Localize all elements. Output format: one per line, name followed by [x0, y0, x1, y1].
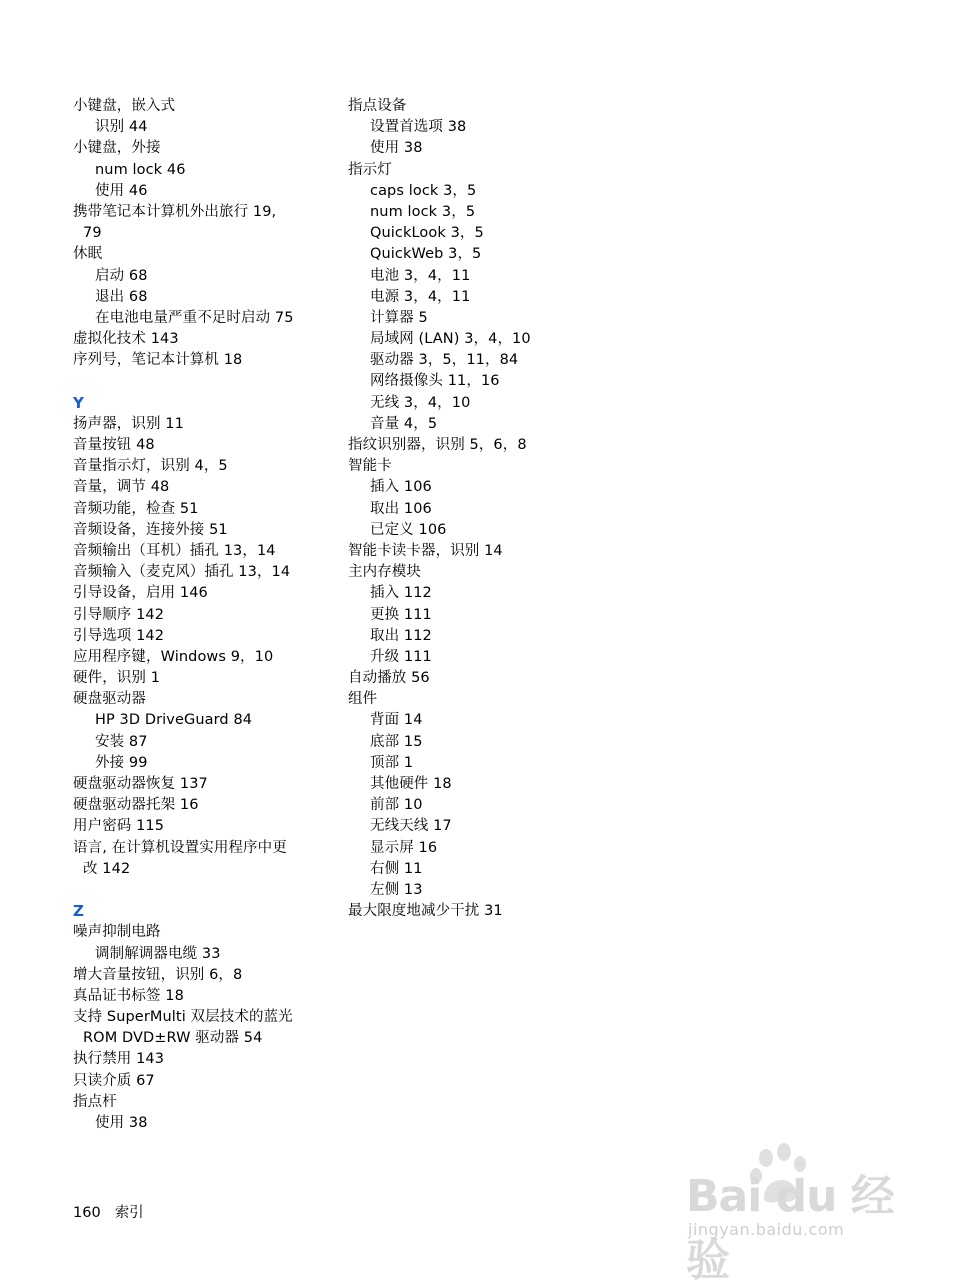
index-entry: 音频输入（麦克风）插孔 13，14	[73, 564, 291, 581]
index-entry: 应用程序键，Windows 9，10	[73, 648, 274, 665]
index-entry: 用户密码 115	[73, 818, 165, 835]
index-subentry: num lock 46	[95, 161, 186, 178]
index-entry: 增大音量按钮，识别 6，8	[73, 966, 243, 983]
index-entry: 小键盘，嵌入式	[73, 98, 176, 114]
index-subentry: 取出 106	[370, 500, 432, 517]
index-entry: 音量，调节 48	[73, 479, 170, 496]
index-subentry: 网络摄像头 11，16	[370, 373, 500, 390]
index-entry: 硬盘驱动器	[73, 691, 146, 708]
index-subentry: num lock 3，5	[370, 203, 476, 220]
index-subentry: 已定义 106	[370, 521, 447, 538]
index-subentry: 退出 68	[95, 288, 148, 305]
index-subentry: 电池 3，4，11	[370, 267, 471, 284]
index-entry: 噪声抑制电路	[73, 924, 161, 941]
index-entry: 音量按钮 48	[73, 437, 155, 453]
index-subentry: 使用 46	[95, 182, 148, 199]
letter-heading: Z	[73, 902, 84, 921]
index-subentry: QuickLook 3，5	[370, 225, 484, 242]
index-entry: 硬件，识别 1	[73, 670, 161, 687]
index-subentry: 更换 111	[370, 606, 432, 623]
section-name: 索引	[114, 1205, 144, 1221]
watermark-url: jingyan.baidu.com	[688, 1220, 845, 1239]
letter-heading: Y	[73, 393, 84, 412]
index-subentry: 设置首选项 38	[370, 119, 467, 136]
index-entry: 执行禁用 143	[73, 1051, 165, 1068]
index-entry: 支持 SuperMulti 双层技术的蓝光	[73, 1009, 293, 1026]
index-entry-continuation: ROM DVD±RW 驱动器 54	[83, 1030, 263, 1047]
index-subentry: 调制解调器电缆 33	[95, 945, 221, 962]
index-entry: 休眠	[73, 246, 103, 263]
index-subentry: 背面 14	[370, 712, 423, 729]
index-subentry: 在电池电量严重不足时启动 75	[95, 309, 294, 326]
index-entry: 智能卡读卡器，识别 14	[348, 542, 503, 559]
index-subentry: 安装 87	[95, 733, 148, 750]
index-entry: 引导顺序 142	[73, 606, 165, 623]
watermark-logo-text: Bai du 经验	[686, 1171, 894, 1286]
index-subentry: 顶部 1	[370, 754, 414, 771]
index-entry: 音频功能，检查 51	[73, 500, 199, 517]
index-subentry: 启动 68	[95, 267, 148, 284]
index-subentry: 插入 106	[370, 479, 432, 496]
index-entry: 音量指示灯，识别 4，5	[73, 458, 228, 475]
index-entry: 真品证书标签 18	[73, 987, 184, 1004]
index-subentry: 升级 111	[370, 648, 432, 665]
index-entry-continuation: 79	[83, 225, 102, 242]
index-subentry: QuickWeb 3，5	[370, 246, 482, 263]
index-entry: 引导选项 142	[73, 627, 165, 644]
index-entry: 序列号，笔记本计算机 18	[73, 352, 243, 369]
index-entry: 指点杆	[73, 1093, 117, 1110]
index-subentry: 驱动器 3，5，11，84	[370, 352, 519, 369]
index-entry: 硬盘驱动器恢复 137	[73, 776, 208, 792]
index-subentry: 左侧 13	[370, 881, 423, 898]
index-subentry: 插入 112	[370, 585, 432, 602]
index-column-left	[73, 96, 333, 1134]
index-entry: 指示灯	[348, 161, 392, 178]
index-subentry: 其他硬件 18	[370, 776, 452, 792]
index-entry: 指点设备	[348, 98, 407, 114]
index-subentry: 无线 3，4，10	[370, 394, 471, 411]
index-entry: 指纹识别器，识别 5，6，8	[348, 437, 527, 453]
index-subentry: 电源 3，4，11	[370, 288, 471, 305]
index-subentry: caps lock 3，5	[370, 182, 477, 199]
index-subentry: 显示屏 16	[370, 839, 438, 856]
index-column-right	[348, 96, 588, 922]
index-subentry: 底部 15	[370, 733, 423, 750]
index-entry: 引导设备，启用 146	[73, 585, 208, 602]
index-entry: 组件	[348, 691, 378, 708]
index-entry: 扬声器，识别 11	[73, 415, 184, 432]
index-entry: 虚拟化技术 143	[73, 331, 179, 348]
index-subentry: 前部 10	[370, 797, 423, 814]
section-gap	[73, 371, 333, 392]
index-subentry: 无线天线 17	[370, 818, 452, 835]
index-entry: 主内存模块	[348, 564, 421, 581]
index-entry: 只读介质 67	[73, 1072, 155, 1089]
index-entry: 小键盘，外接	[73, 140, 161, 157]
index-subentry: 使用 38	[95, 1115, 148, 1131]
index-entry: 智能卡	[348, 458, 392, 475]
index-entry: 语言, 在计算机设置实用程序中更	[73, 839, 287, 856]
index-entry: 最大限度地减少干扰 31	[348, 903, 503, 920]
index-subentry: 右侧 11	[370, 860, 423, 877]
index-subentry: 使用 38	[370, 140, 423, 157]
index-entry: 硬盘驱动器托架 16	[73, 797, 199, 814]
index-entry: 音频输出（耳机）插孔 13，14	[73, 542, 276, 559]
index-subentry: 取出 112	[370, 627, 432, 644]
index-entry-continuation: 改 142	[83, 860, 131, 877]
index-subentry: 音量 4，5	[370, 415, 438, 432]
section-gap	[73, 880, 333, 901]
page-number: 160	[73, 1205, 101, 1221]
index-subentry: HP 3D DriveGuard 84	[95, 712, 253, 729]
index-subentry: 识别 44	[95, 119, 148, 136]
index-subentry: 计算器 5	[370, 309, 428, 326]
index-entry: 自动播放 56	[348, 670, 430, 687]
baidu-jingyan-watermark	[680, 1140, 920, 1286]
index-entry: 音频设备，连接外接 51	[73, 521, 228, 538]
index-subentry: 外接 99	[95, 754, 148, 771]
page-footer	[73, 1201, 144, 1222]
index-subentry: 局域网 (LAN) 3，4，10	[370, 331, 531, 348]
index-entry: 携带笔记本计算机外出旅行 19,	[73, 203, 277, 220]
